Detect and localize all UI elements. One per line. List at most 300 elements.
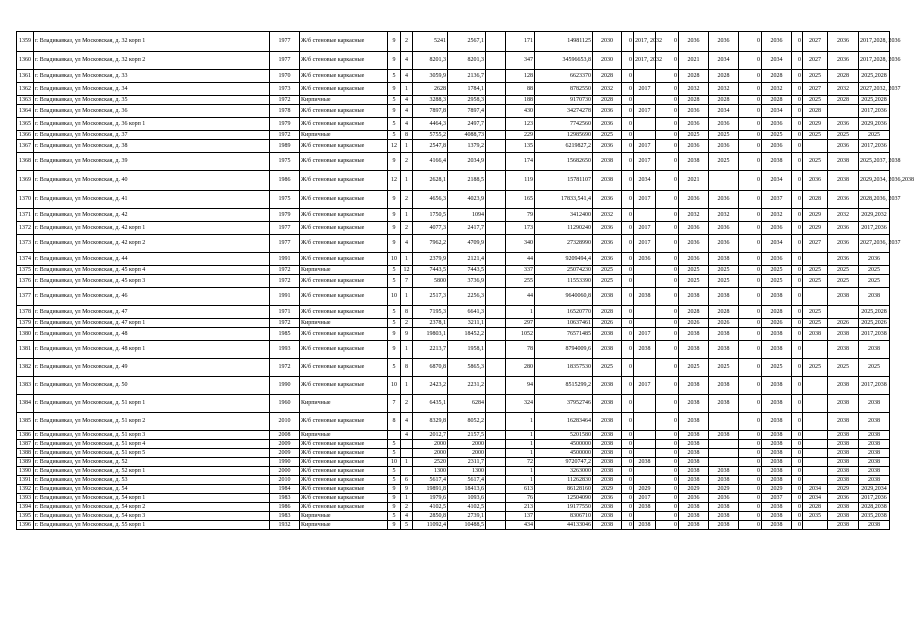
cell-living-area: 1094 xyxy=(448,209,486,222)
cell-extra-area xyxy=(486,288,506,306)
cell-heating-repair-year xyxy=(709,413,739,431)
cell-living-area: 2121,4 xyxy=(448,253,486,266)
cell-value-flag: 0 xyxy=(739,494,762,503)
cell-floors: 8 xyxy=(388,413,401,431)
cell-entrances: 4 xyxy=(401,96,413,105)
cell-sewer-repair-year: 2038 xyxy=(828,413,859,431)
cell-residents: 1 xyxy=(506,413,535,431)
cell-residents: 1 xyxy=(506,306,535,319)
cell-total-area: 4464,3 xyxy=(413,118,448,131)
cell-roof-repair-years: 2017 xyxy=(634,235,656,253)
cell-wall-material: Кирпичные xyxy=(300,431,388,440)
cell-repair-years: 2038 xyxy=(859,395,890,413)
cell-estimated-cost: 4500000 xyxy=(535,449,593,458)
cell-living-area: 2256,3 xyxy=(448,288,486,306)
cell-year-built: 1972 xyxy=(270,359,300,377)
cell-residents: 340 xyxy=(506,235,535,253)
cell-heating-repair-year: 2034 xyxy=(709,52,739,70)
cell-extra-area xyxy=(486,191,506,209)
cell-row-number: 1383 xyxy=(17,377,34,395)
cell-address: г. Владикавказ, ул Московская, д. 42 корп 2 xyxy=(34,235,270,253)
cell-repair-year: 2038 xyxy=(593,171,622,191)
cell-sewer-repair-year: 2038 xyxy=(828,512,859,521)
cell-total-area: 2850,8 xyxy=(413,512,448,521)
cell-repair-years: 2025,2026 xyxy=(859,319,890,328)
cell-total-area: 2012,7 xyxy=(413,431,448,440)
cell-residents: 1 xyxy=(506,476,535,485)
cell-repair-year: 2038 xyxy=(593,395,622,413)
cell-living-area: 5617,4 xyxy=(448,476,486,485)
cell-water-repair-year: 2028 xyxy=(762,306,792,319)
cell-year-built: 1990 xyxy=(270,458,300,467)
cell-entrances: 2 xyxy=(401,191,413,209)
cell-water-repair-year: 2038 xyxy=(762,467,792,476)
cell-year-built: 1979 xyxy=(270,118,300,131)
table-row xyxy=(17,253,890,266)
cell-wall-material: Ж/б стеновые каркасные xyxy=(300,306,388,319)
cell-residents: 1 xyxy=(506,431,535,440)
cell-roof-repair-years: 2017 xyxy=(634,105,656,118)
cell-value-flag: 0 xyxy=(656,512,679,521)
cell-value-flag: 0 xyxy=(656,83,679,96)
table-row xyxy=(17,235,890,253)
cell-floors: 5 xyxy=(388,131,401,140)
cell-water-repair-year: 2034 xyxy=(762,105,792,118)
cell-year-built: 1991 xyxy=(270,288,300,306)
cell-total-area: 2547,8 xyxy=(413,140,448,153)
cell-address: г. Владикавказ, ул Московская, д. 54 корп 2 xyxy=(34,503,270,512)
cell-extra-area xyxy=(486,440,506,449)
cell-sewer-repair-year: 2036 xyxy=(828,32,859,52)
cell-floors: 5 xyxy=(388,467,401,476)
cell-sewer-repair-year: 2038 xyxy=(828,449,859,458)
table-row xyxy=(17,275,890,288)
cell-row-number: 1379 xyxy=(17,319,34,328)
cell-total-area: 7897,8 xyxy=(413,105,448,118)
cell-elevator-repair-year xyxy=(803,476,828,485)
table-row xyxy=(17,171,890,191)
cell-facade-repair-year: 2036 xyxy=(679,105,709,118)
cell-entrances: 1 xyxy=(401,253,413,266)
cell-living-area: 2188,5 xyxy=(448,171,486,191)
cell-elevator-repair-year: 2025 xyxy=(803,70,828,83)
cell-facade-repair-year: 2025 xyxy=(679,275,709,288)
cell-total-area: 2378,1 xyxy=(413,319,448,328)
cell-repair-year: 2038 xyxy=(593,440,622,449)
cell-floors: 5 xyxy=(388,449,401,458)
cell-value-flag: 0 xyxy=(622,191,634,209)
cell-row-number: 1391 xyxy=(17,476,34,485)
cell-row-number: 1380 xyxy=(17,328,34,341)
cell-residents: 213 xyxy=(506,503,535,512)
cell-value-flag: 0 xyxy=(656,328,679,341)
cell-residents: 1 xyxy=(506,449,535,458)
cell-sewer-repair-year: 2038 xyxy=(828,503,859,512)
cell-floors: 9 xyxy=(388,503,401,512)
cell-repair-year: 2038 xyxy=(593,449,622,458)
cell-year-built: 1977 xyxy=(270,235,300,253)
cell-elevator-repair-year xyxy=(803,449,828,458)
cell-floors: 9 xyxy=(388,235,401,253)
cell-total-area: 2379,9 xyxy=(413,253,448,266)
cell-estimated-cost: 9640060,8 xyxy=(535,288,593,306)
table-row xyxy=(17,222,890,235)
cell-estimated-cost: 34274278 xyxy=(535,105,593,118)
cell-repair-years: 2017,2028, 2036 xyxy=(859,32,890,52)
cell-year-built: 1991 xyxy=(270,253,300,266)
cell-sewer-repair-year: 2032 xyxy=(828,209,859,222)
cell-roof-repair-years xyxy=(634,131,656,140)
cell-total-area: 19891,8 xyxy=(413,485,448,494)
cell-roof-repair-years: 2017, 2032 xyxy=(634,32,656,52)
cell-water-repair-year: 2025 xyxy=(762,275,792,288)
cell-extra-area xyxy=(486,512,506,521)
cell-roof-repair-years: 2038 xyxy=(634,521,656,530)
cell-entrances xyxy=(401,467,413,476)
cell-heating-repair-year: 2038 xyxy=(709,395,739,413)
cell-total-area: 7962,2 xyxy=(413,235,448,253)
cell-roof-repair-years: 2017 xyxy=(634,328,656,341)
cell-total-area: 2213,7 xyxy=(413,341,448,359)
cell-value-flag: 0 xyxy=(656,467,679,476)
cell-floors: 9 xyxy=(388,105,401,118)
cell-floors: 5 xyxy=(388,275,401,288)
cell-estimated-cost: 9170730 xyxy=(535,96,593,105)
cell-estimated-cost: 16283464 xyxy=(535,413,593,431)
cell-floors: 10 xyxy=(388,253,401,266)
cell-roof-repair-years: 2017 xyxy=(634,222,656,235)
cell-roof-repair-years: 2017 xyxy=(634,494,656,503)
cell-value-flag: 0 xyxy=(739,413,762,431)
cell-water-repair-year: 2025 xyxy=(762,359,792,377)
cell-row-number: 1386 xyxy=(17,431,34,440)
cell-value-flag: 0 xyxy=(656,140,679,153)
cell-extra-area xyxy=(486,467,506,476)
cell-floors: 9 xyxy=(388,32,401,52)
cell-address: г. Владикавказ, ул Московская, д. 47 корп 1 xyxy=(34,319,270,328)
cell-living-area: 10488,5 xyxy=(448,521,486,530)
cell-value-flag: 0 xyxy=(739,341,762,359)
cell-repair-years: 2017,2036 xyxy=(859,494,890,503)
cell-value-flag: 0 xyxy=(792,70,803,83)
cell-heating-repair-year: 2038 xyxy=(709,431,739,440)
cell-value-flag: 0 xyxy=(792,467,803,476)
cell-living-area: 4102,5 xyxy=(448,503,486,512)
cell-row-number: 1377 xyxy=(17,288,34,306)
cell-repair-years: 2025 xyxy=(859,266,890,275)
cell-row-number: 1392 xyxy=(17,485,34,494)
cell-extra-area xyxy=(486,431,506,440)
cell-wall-material: Ж/б стеновые каркасные xyxy=(300,153,388,171)
cell-repair-years: 2025,2028 xyxy=(859,306,890,319)
cell-heating-repair-year: 2038 xyxy=(709,288,739,306)
table-row xyxy=(17,191,890,209)
cell-elevator-repair-year xyxy=(803,288,828,306)
cell-repair-year: 2038 xyxy=(593,431,622,440)
cell-facade-repair-year: 2036 xyxy=(679,140,709,153)
cell-repair-years: 2027,2032, 2037 xyxy=(859,83,890,96)
cell-value-flag: 0 xyxy=(792,440,803,449)
cell-roof-repair-years: 2038 xyxy=(634,458,656,467)
cell-wall-material: Ж/б стеновые каркасные xyxy=(300,275,388,288)
table-row xyxy=(17,209,890,222)
cell-living-area: 5865,3 xyxy=(448,359,486,377)
cell-value-flag: 0 xyxy=(622,253,634,266)
cell-residents: 173 xyxy=(506,222,535,235)
cell-elevator-repair-year: 2027 xyxy=(803,52,828,70)
cell-address: г. Владикавказ, ул Московская, д. 45 корп 3 xyxy=(34,275,270,288)
cell-value-flag: 0 xyxy=(792,341,803,359)
cell-row-number: 1385 xyxy=(17,413,34,431)
cell-repair-years: 2025 xyxy=(859,275,890,288)
cell-floors: 5 xyxy=(388,359,401,377)
cell-heating-repair-year xyxy=(709,440,739,449)
cell-roof-repair-years xyxy=(634,275,656,288)
cell-floors: 9 xyxy=(388,52,401,70)
cell-year-built: 1960 xyxy=(270,395,300,413)
cell-year-built: 1972 xyxy=(270,266,300,275)
cell-value-flag: 0 xyxy=(622,83,634,96)
cell-value-flag: 0 xyxy=(656,70,679,83)
cell-repair-year: 2028 xyxy=(593,70,622,83)
cell-sewer-repair-year: 2025 xyxy=(828,275,859,288)
cell-value-flag: 0 xyxy=(739,319,762,328)
cell-sewer-repair-year: 2025 xyxy=(828,131,859,140)
table-row xyxy=(17,306,890,319)
cell-estimated-cost: 8794009,6 xyxy=(535,341,593,359)
cell-repair-year: 2038 xyxy=(593,512,622,521)
cell-heating-repair-year: 2038 xyxy=(709,476,739,485)
cell-elevator-repair-year: 2034 xyxy=(803,485,828,494)
cell-entrances: 1 xyxy=(401,140,413,153)
cell-sewer-repair-year: 2036 xyxy=(828,118,859,131)
table-row xyxy=(17,440,890,449)
cell-elevator-repair-year xyxy=(803,413,828,431)
cell-wall-material: Кирпичные xyxy=(300,266,388,275)
cell-year-built: 1975 xyxy=(270,153,300,171)
table-row xyxy=(17,359,890,377)
cell-roof-repair-years xyxy=(634,476,656,485)
cell-value-flag: 0 xyxy=(622,153,634,171)
cell-water-repair-year: 2025 xyxy=(762,131,792,140)
cell-sewer-repair-year: 2036 xyxy=(828,235,859,253)
cell-estimated-cost: 7742560 xyxy=(535,118,593,131)
cell-heating-repair-year xyxy=(709,458,739,467)
cell-facade-repair-year: 2038 xyxy=(679,153,709,171)
cell-value-flag: 0 xyxy=(656,131,679,140)
table-row xyxy=(17,377,890,395)
cell-water-repair-year: 2025 xyxy=(762,266,792,275)
cell-estimated-cost: 10637461 xyxy=(535,319,593,328)
cell-living-area: 1300 xyxy=(448,467,486,476)
cell-elevator-repair-year: 2025 xyxy=(803,153,828,171)
cell-value-flag: 0 xyxy=(622,235,634,253)
cell-water-repair-year: 2038 xyxy=(762,440,792,449)
cell-sewer-repair-year: 2038 xyxy=(828,328,859,341)
cell-sewer-repair-year: 2029 xyxy=(828,485,859,494)
cell-address: г. Владикавказ, ул Московская, д. 37 xyxy=(34,131,270,140)
cell-row-number: 1381 xyxy=(17,341,34,359)
cell-total-area: 5617,4 xyxy=(413,476,448,485)
cell-value-flag: 0 xyxy=(656,359,679,377)
cell-wall-material: Ж/б стеновые каркасные xyxy=(300,485,388,494)
table-row xyxy=(17,494,890,503)
cell-repair-year: 2030 xyxy=(593,52,622,70)
cell-row-number: 1363 xyxy=(17,96,34,105)
cell-heating-repair-year: 2032 xyxy=(709,83,739,96)
cell-extra-area xyxy=(486,377,506,395)
cell-extra-area xyxy=(486,32,506,52)
cell-facade-repair-year: 2038 xyxy=(679,377,709,395)
cell-roof-repair-years: 2017, 2032 xyxy=(634,52,656,70)
cell-repair-year: 2038 xyxy=(593,328,622,341)
cell-facade-repair-year: 2038 xyxy=(679,288,709,306)
cell-total-area: 6870,8 xyxy=(413,359,448,377)
cell-value-flag: 0 xyxy=(739,222,762,235)
cell-elevator-repair-year xyxy=(803,253,828,266)
cell-living-area: 7897,4 xyxy=(448,105,486,118)
cell-water-repair-year: 2032 xyxy=(762,209,792,222)
cell-row-number: 1360 xyxy=(17,52,34,70)
cell-repair-years: 2017,2036 xyxy=(859,105,890,118)
cell-year-built: 1975 xyxy=(270,191,300,209)
cell-entrances: 8 xyxy=(401,131,413,140)
cell-facade-repair-year: 2028 xyxy=(679,96,709,105)
cell-extra-area xyxy=(486,413,506,431)
table-row xyxy=(17,83,890,96)
cell-living-area: 8052,2 xyxy=(448,413,486,431)
cell-facade-repair-year: 2029 xyxy=(679,485,709,494)
cell-repair-years: 2025,2037, 2038 xyxy=(859,153,890,171)
cell-sewer-repair-year: 2036 xyxy=(828,494,859,503)
cell-entrances: 4 xyxy=(401,52,413,70)
cell-residents: 76 xyxy=(506,494,535,503)
cell-repair-years: 2025 xyxy=(859,131,890,140)
cell-address: г. Владикавказ, ул Московская, д. 54 корп 3 xyxy=(34,512,270,521)
cell-living-area: 1784,1 xyxy=(448,83,486,96)
cell-wall-material: Ж/б стеновые каркасные xyxy=(300,70,388,83)
cell-total-area: 2000 xyxy=(413,449,448,458)
cell-value-flag: 0 xyxy=(792,83,803,96)
cell-year-built: 1985 xyxy=(270,328,300,341)
cell-address: г. Владикавказ, ул Московская, д. 45 корп 4 xyxy=(34,266,270,275)
cell-floors: 5 xyxy=(388,476,401,485)
cell-repair-years: 2025 xyxy=(859,359,890,377)
cell-floors: 5 xyxy=(388,319,401,328)
cell-entrances: 1 xyxy=(401,341,413,359)
cell-entrances: 2 xyxy=(401,222,413,235)
cell-estimated-cost: 15781107 xyxy=(535,171,593,191)
cell-repair-year: 2036 xyxy=(593,140,622,153)
cell-row-number: 1371 xyxy=(17,209,34,222)
cell-extra-area xyxy=(486,209,506,222)
cell-facade-repair-year: 2038 xyxy=(679,413,709,431)
cell-value-flag: 0 xyxy=(792,222,803,235)
cell-water-repair-year: 2028 xyxy=(762,96,792,105)
cell-value-flag: 0 xyxy=(656,395,679,413)
cell-estimated-cost: 19177550 xyxy=(535,503,593,512)
cell-wall-material: Кирпичные xyxy=(300,395,388,413)
cell-residents: 123 xyxy=(506,118,535,131)
cell-value-flag: 0 xyxy=(622,140,634,153)
table-row xyxy=(17,521,890,530)
cell-sewer-repair-year: 2032 xyxy=(828,83,859,96)
cell-extra-area xyxy=(486,275,506,288)
cell-sewer-repair-year: 2038 xyxy=(828,341,859,359)
cell-row-number: 1394 xyxy=(17,503,34,512)
cell-total-area: 4077,3 xyxy=(413,222,448,235)
cell-elevator-repair-year: 2029 xyxy=(803,118,828,131)
cell-heating-repair-year: 2026 xyxy=(709,319,739,328)
cell-estimated-cost: 9209494,4 xyxy=(535,253,593,266)
table-row xyxy=(17,288,890,306)
cell-facade-repair-year: 2038 xyxy=(679,341,709,359)
cell-value-flag: 0 xyxy=(739,275,762,288)
cell-repair-years: 2025,2028 xyxy=(859,70,890,83)
cell-address: г. Владикавказ, ул Московская, д. 51 корп 3 xyxy=(34,431,270,440)
cell-water-repair-year: 2038 xyxy=(762,288,792,306)
table-row xyxy=(17,449,890,458)
cell-address: г. Владикавказ, ул Московская, д. 51 корп 5 xyxy=(34,449,270,458)
cell-value-flag: 0 xyxy=(792,494,803,503)
cell-entrances xyxy=(401,449,413,458)
cell-floors: 5 xyxy=(388,512,401,521)
cell-estimated-cost: 8306710 xyxy=(535,512,593,521)
cell-sewer-repair-year: 2038 xyxy=(828,458,859,467)
cell-value-flag: 0 xyxy=(739,70,762,83)
cell-value-flag: 0 xyxy=(656,377,679,395)
cell-wall-material: Кирпичные xyxy=(300,131,388,140)
cell-value-flag: 0 xyxy=(792,140,803,153)
cell-address: г. Владикавказ, ул Московская, д. 38 xyxy=(34,140,270,153)
cell-value-flag: 0 xyxy=(739,140,762,153)
housing-register-table xyxy=(16,31,914,530)
cell-residents: 94 xyxy=(506,377,535,395)
table-row xyxy=(17,131,890,140)
cell-extra-area xyxy=(486,449,506,458)
cell-value-flag: 0 xyxy=(656,319,679,328)
cell-value-flag: 0 xyxy=(792,209,803,222)
cell-extra-area xyxy=(486,494,506,503)
table-row xyxy=(17,328,890,341)
cell-entrances: 5 xyxy=(401,521,413,530)
cell-estimated-cost: 3412400 xyxy=(535,209,593,222)
cell-water-repair-year: 2034 xyxy=(762,235,792,253)
cell-address: г. Владикавказ, ул Московская, д. 40 xyxy=(34,171,270,191)
cell-year-built: 1932 xyxy=(270,521,300,530)
cell-extra-area xyxy=(486,235,506,253)
cell-water-repair-year: 2036 xyxy=(762,222,792,235)
cell-estimated-cost: 8515299,2 xyxy=(535,377,593,395)
cell-estimated-cost: 18357530 xyxy=(535,359,593,377)
cell-extra-area xyxy=(486,222,506,235)
cell-roof-repair-years: 2038 xyxy=(634,341,656,359)
cell-repair-year: 2038 xyxy=(593,521,622,530)
cell-value-flag: 0 xyxy=(792,521,803,530)
cell-estimated-cost: 12985690 xyxy=(535,131,593,140)
cell-row-number: 1373 xyxy=(17,235,34,253)
cell-floors: 5 xyxy=(388,70,401,83)
cell-wall-material: Ж/б стеновые каркасные xyxy=(300,52,388,70)
cell-living-area: 2497,7 xyxy=(448,118,486,131)
cell-value-flag: 0 xyxy=(739,153,762,171)
cell-floors: 12 xyxy=(388,140,401,153)
cell-elevator-repair-year xyxy=(803,431,828,440)
cell-floors: 9 xyxy=(388,341,401,359)
cell-estimated-cost: 11290240 xyxy=(535,222,593,235)
cell-repair-years: 2029,2034 xyxy=(859,485,890,494)
cell-roof-repair-years xyxy=(634,395,656,413)
